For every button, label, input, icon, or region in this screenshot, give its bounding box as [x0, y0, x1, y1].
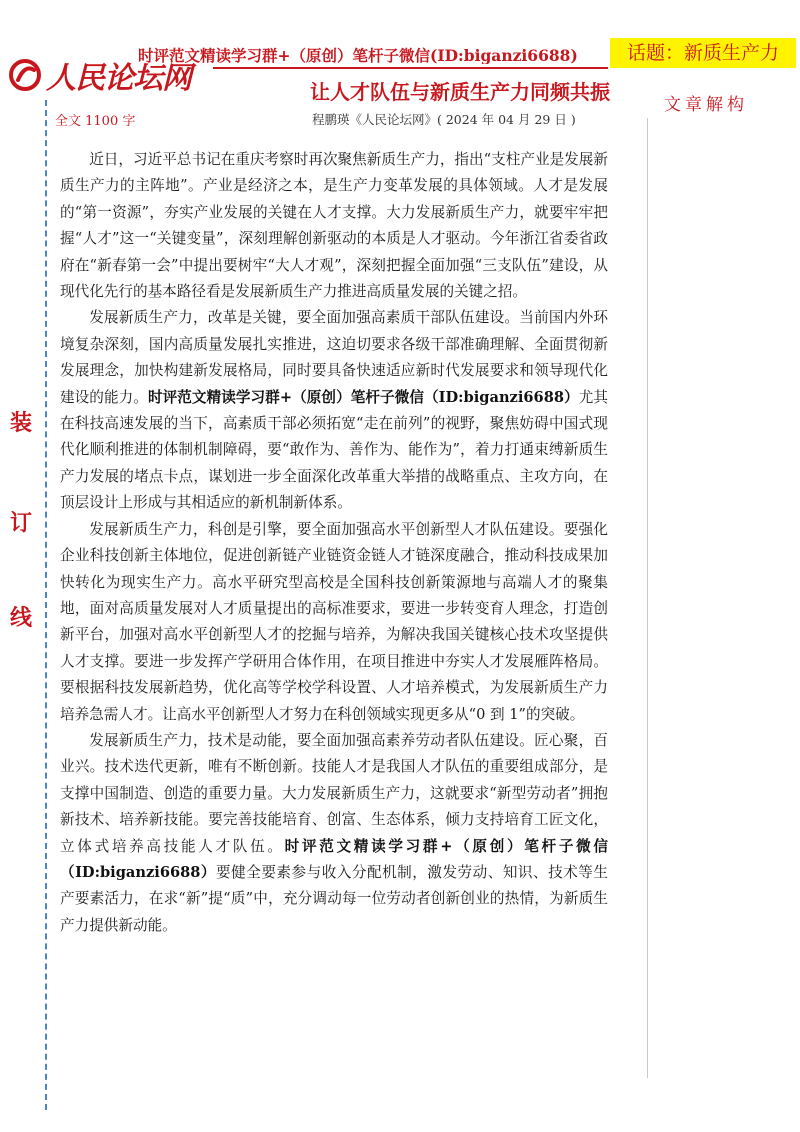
word-count: 全文 1100 字 — [55, 114, 136, 129]
paragraph-text: 尤其在科技高速发展的当下，高素质干部必须拓宽“走在前列”的视野，聚焦妨碍中国式现代化顺利推进的体制机制障碍，要“敢作为、善作为、能作为”，着力打通束缚新质生产力发展的堵点卡点，谋划进一步全面深化改革重大举措的战略重点、主攻方向，在顶层设计上形成与其相适应的新机制新体系。 — [60, 388, 608, 512]
paragraph-3: 发展新质生产力，科创是引擎，要全面加强高水平创新型人才队伍建设。要强化企业科技创新主体地位，促进创新链产业链资金链人才链深度融合，推动科技成果加快转化为现实生产力。高水平研究型高校是全国科技创新策源地与高端人才的聚集地，面对高质量发展对人才质量提出的高标准要求，要进一步转变育人理念，打造创新平台，加强对高水平创新型人才的挖掘与培养，为解决我国关键核心技术攻坚提供人才支撑。要进一步发挥产学研用合体作用，在项目推进中夯实人才发展雁阵格局。要根据科技发展新趋势，优化高等学校学科设置、人才培养模式，为发展新质生产力培养急需人才。让高水平创新型人才努力在科创领域实现更多从“0 到 1”的突破。 — [60, 520, 608, 723]
binding-char: 线 — [9, 605, 32, 631]
sidebar-title: 文章解构 — [664, 95, 748, 115]
binding-char: 装 — [9, 410, 32, 436]
binding-char: 订 — [9, 510, 32, 536]
notes-column-rule — [647, 118, 648, 1078]
logo-text: 人民论坛网 — [46, 61, 191, 96]
paragraph-1: 近日，习近平总书记在重庆考察时再次聚焦新质生产力，指出“支柱产业是发展新质生产力的主阵地”。产业是经济之本，是生产力变革发展的具体领域。人才是发展的“第一资源”，夯实产业发展的关键在人才支撑。大力发展新质生产力，就要牢牢把握“人才”这一“关键变量”，深刻理解创新驱动的本质是人才驱动。今年浙江省委省政府在“新春第一会”中提出要树牢“大人才观”，深刻把握全面加强“三支队伍”建设，从现代化先行的基本路径看是发展新质生产力推进高质量发展的关键之招。 — [60, 151, 608, 301]
binding-line — [45, 100, 47, 1110]
topic-badge: 话题：新质生产力 — [610, 38, 796, 68]
paragraph-4 — [60, 728, 608, 939]
paragraph-text: 发展新质生产力，改革是关键，要全面加强高素质干部队伍建设。当前国内外环境复杂深刻，国内高质量发展扎实推进，这迫切要求各级干部准确理解、全面贯彻新发展理念，加快构建新发展格局，同时要具备快速适应新时代发展要求和领导现代化建设的能力。 — [60, 309, 608, 406]
byline: 程鹏瑛《人民论坛网》( 2024 年 04 月 29 日 ) — [312, 112, 576, 127]
paragraph-2 — [60, 305, 608, 516]
header-divider — [213, 67, 608, 69]
promo-inline: 时评范文精读学习群+（原创）笔杆子微信（ID:biganzi6688） — [60, 837, 608, 881]
paragraph-text: 发展新质生产力，技术是动能，要全面加强高素养劳动者队伍建设。匠心聚，百业兴。技术迭代更新，唯有不断创新。技能人才是我国人才队伍的重要组成部分，是支撑中国制造、创造的重要力量。大力发展新质生产力，这就要求“新型劳动者”拥抱新技术、培养新技能。要完善技能培育、创富、生态体系，倾力支持培育工匠文化，立体式培养高技能人才队伍。 — [60, 731, 608, 855]
article-title: 让人才队伍与新质生产力同频共振 — [310, 80, 610, 104]
promo-inline: 时评范文精读学习群+（原创）笔杆子微信（ID:biganzi6688） — [147, 388, 579, 406]
article-body — [60, 147, 608, 939]
logo-mark-icon — [8, 58, 42, 92]
paragraph-text: 要健全要素参与收入分配机制，激发劳动、知识、技术等生产要素活力，在求“新”提“质”中，充分调动每一位劳动者创新创业的热情，为新质生产力提供新动能。 — [60, 863, 608, 934]
promo-header: 时评范文精读学习群+（原创）笔杆子微信(ID:biganzi6688) — [138, 46, 578, 64]
